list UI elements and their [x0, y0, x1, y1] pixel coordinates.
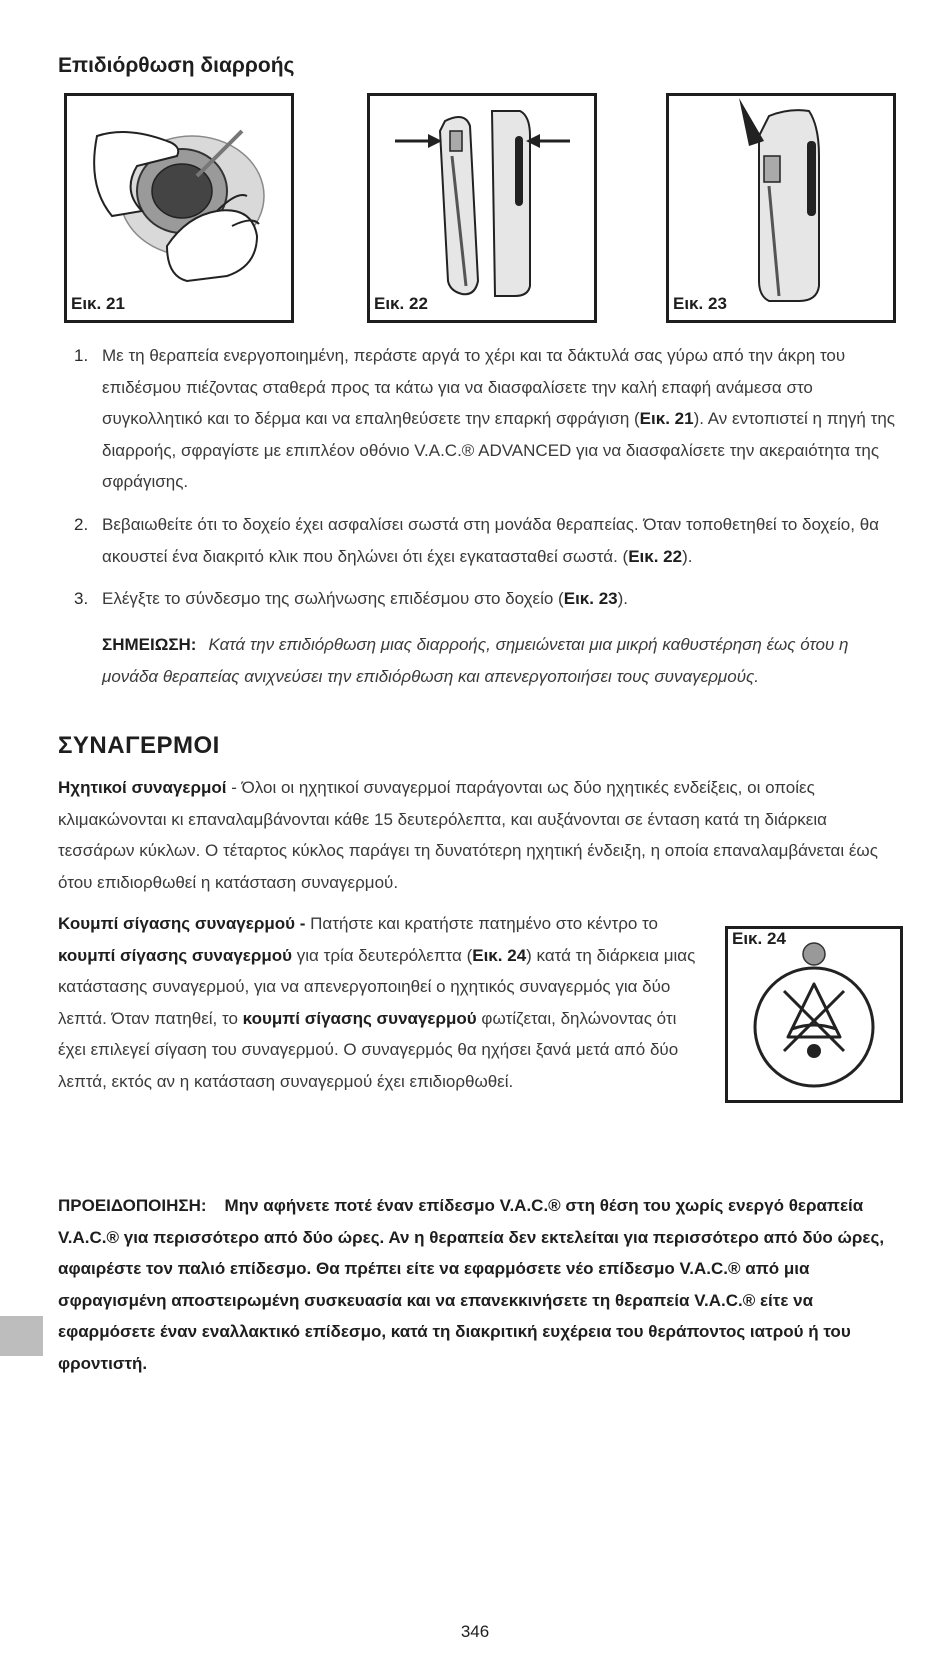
warning-text: Μην αφήνετε ποτέ έναν επίδεσμο V.A.C.® στη θέση του χωρίς ενεργό θεραπεία V.A.C.® για περισσότερο από δύο ώρες. Αν η θεραπεία δεν εκτελείται για περισσότερο από δύο ώρες, αφαιρέστε τον παλιό επίδεσμο. Θα πρέπει είτε να εφαρμόσετε νέο επίδεσμο V.A.C.® από μια σφραγισμένη αποστειρωμένη συσκευασία και να επανεκκινήσετε τη θεραπεία V.A.C.® είτε να εφαρμόσετε έναν εναλλακτικό επίδεσμο, κατά τη διακριτική ευχέρεια του θεράποντος ιατρού ή του φροντιστή.	[58, 1196, 885, 1373]
figure-reference: Εικ. 23	[563, 589, 618, 609]
step-number: 3.	[74, 589, 89, 609]
silence-text: Πατήστε και κρατήστε πατημένο στο κέντρο το	[305, 914, 658, 933]
figure-23	[666, 93, 896, 323]
side-tab-marker	[0, 1316, 43, 1356]
step-text: Ελέγξτε το σύνδεσμο της σωλήνωσης επιδέσμου στο δοχείο (	[102, 589, 564, 609]
silence-button-term: κουμπί σίγασης συναγερμού	[58, 945, 293, 965]
audible-alarms-label: Ηχητικοί συναγερμοί	[58, 778, 227, 797]
silence-text: ) κατά τη διάρκεια μιας κατάστασης συναγερμού, για να απενεργοποιηθεί ο ηχητικός συναγερμός για δύο λεπτά. Όταν πατηθεί, το	[58, 945, 696, 1028]
silence-button-paragraph	[58, 908, 698, 1098]
steps-list	[70, 340, 900, 626]
step-number: 1.	[74, 346, 89, 365]
figure-reference: Εικ. 24	[472, 945, 527, 965]
step-item	[70, 583, 900, 615]
figure-22-label: Εικ. 22	[374, 294, 428, 313]
step-item	[70, 509, 900, 572]
tubing-connector-illustration	[669, 96, 893, 320]
step-text: ).	[682, 546, 693, 566]
audible-alarms-text: - Όλοι οι ηχητικοί συναγερμοί παράγονται ως δύο ηχητικές ενδείξεις, οι οποίες κλιμακώνονται κι επαναλαμβάνονται κάθε 15 δευτερόλεπτα, και αυξάνονται σε ένταση κατά τη διάρκεια τεσσάρων κύκλων. Ο τέταρτος κύκλος παράγει τη δυνατότερη ηχητική ένδειξη, η οποία επαναλαμβάνεται έως ότου επιδιορθωθεί η κατάσταση συναγερμού.	[58, 778, 878, 892]
note-label: ΣΗΜΕΙΩΣΗ:	[102, 635, 197, 654]
page-number: 346	[460, 1622, 490, 1641]
warning-label: ΠΡΟΕΙΔΟΠΟΙΗΣΗ:	[58, 1196, 207, 1215]
step-number: 2.	[74, 514, 89, 534]
audible-alarms-paragraph	[58, 772, 908, 898]
silence-button-term: κουμπί σίγασης συναγερμού	[242, 1008, 477, 1028]
step-text: ). Αν εντοπιστεί η πηγή της διαρροής, σφραγίστε με επιπλέον οθόνιο V.A.C.® ADVANCED για να διασφαλίσετε την ακεραιότητα της σφράγισης.	[102, 409, 895, 492]
warning-block	[58, 1190, 908, 1380]
step-text: ).	[617, 589, 629, 609]
note-text: Κατά την επιδιόρθωση μιας διαρροής, σημειώνεται μια μικρή καθυστέρηση έως ότου η μονάδα θεραπείας ανιχνεύσει την επιδιόρθωση και απενεργοποιήσει τους συναγερμούς.	[102, 635, 849, 686]
silence-text: για τρία δευτερόλεπτα (	[292, 945, 473, 965]
step-text: Με τη θεραπεία ενεργοποιημένη, περάστε αργά το χέρι και τα δάκτυλά σας γύρω από την άκρη του επιδέσμου πιέζοντας σταθερά προς τα κάτω για να διασφαλίσετε την καλή επαφή ανάμεσα στο συγκολλητικό και το δέρμα και να επαληθεύσετε την επαρκή σφράγιση (	[102, 346, 846, 429]
step-text: Βεβαιωθείτε ότι το δοχείο έχει ασφαλίσει σωστά στη μονάδα θεραπείας. Όταν τοποθετηθεί το δοχείο, θα ακουστεί ένα διακριτό κλικ που δηλώνει ότι έχει εγκατασταθεί σωστά. (	[102, 514, 879, 566]
alarms-title: ΣΥΝΑΓΕΡΜΟΙ	[58, 732, 220, 759]
figure-reference: Εικ. 21	[639, 409, 694, 429]
note-block	[102, 629, 902, 692]
figure-reference: Εικ. 22	[628, 546, 683, 566]
hands-dressing-illustration	[67, 96, 291, 320]
figure-24-label: Εικ. 24	[732, 929, 786, 948]
silence-text: φωτίζεται, δηλώνοντας ότι έχει επιλεγεί σίγαση του συναγερμού. Ο συναγερμός θα ηχήσει ξανά μετά από δύο λεπτά, εκτός αν η κατάσταση συναγερμού έχει επιδιορθωθεί.	[58, 1008, 679, 1091]
alarm-silence-icon	[728, 929, 900, 1100]
canister-insertion-illustration	[370, 96, 594, 320]
figure-23-label: Εικ. 23	[673, 294, 727, 313]
figure-24	[725, 926, 903, 1103]
step-item	[70, 340, 900, 498]
figure-22	[367, 93, 597, 323]
silence-label: Κουμπί σίγασης συναγερμού -	[58, 914, 306, 933]
section-title: Επιδιόρθωση διαρροής	[58, 54, 295, 77]
figure-21	[64, 93, 294, 323]
figure-21-label: Εικ. 21	[71, 294, 125, 313]
